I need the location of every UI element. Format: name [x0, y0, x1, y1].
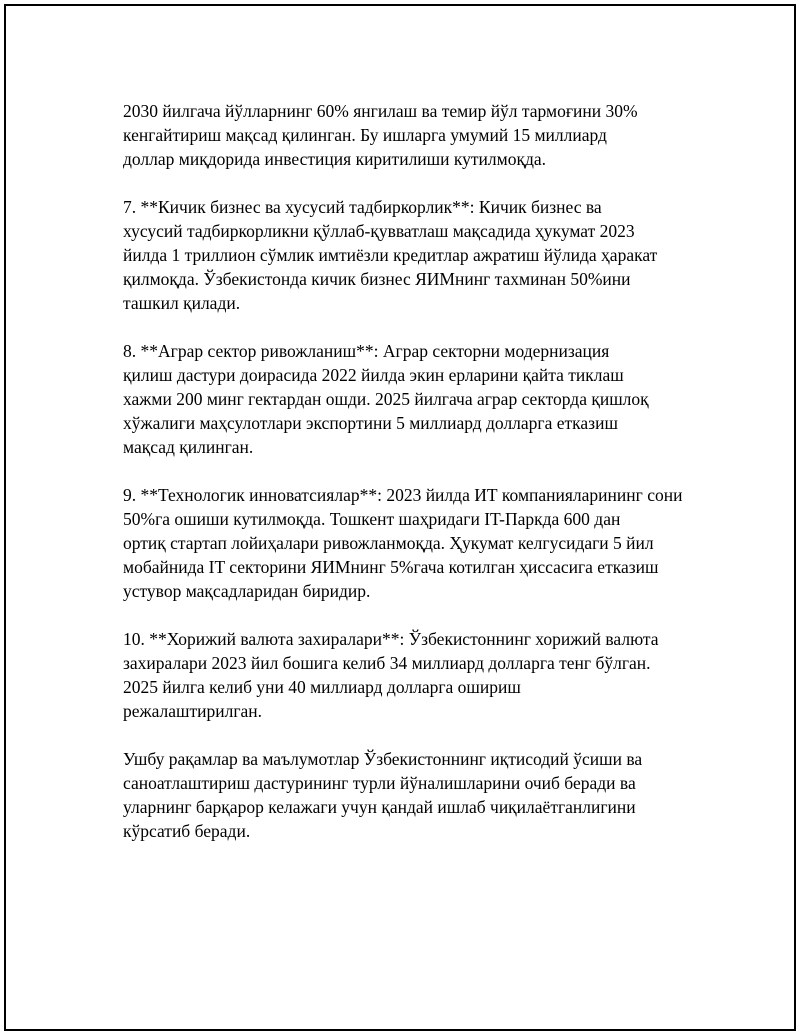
paragraph-conclusion: Ушбу рақамлар ва маълумотлар Ўзбекистоннинг иқтисодий ўсиши ва саноатлаштириш дастурининг турли йўналишларини очиб беради ва уларнинг барқарор келажаги учун қандай ишлаб чиқилаётганлигини кўрсатиб беради. — [123, 749, 643, 841]
document-body — [123, 99, 695, 867]
paragraph-technological-innovations: 9. **Технологик инноватсиялар**: 2023 йилда ИТ компанияларининг сони 50%га ошиши кутилмоқда. Тошкент шаҳридаги IT-Паркда 600 дан ортиқ стартап лойиҳалари ривожланмоқда. Ҳукумат келгусидаги 5 йил мобайнида IT секторини ЯИМнинг 5%гача котилган ҳиссасига етказиш устувор мақсадларидан биридир. — [123, 485, 683, 601]
paragraph-infrastructure-continuation: 2030 йилгача йўлларнинг 60% янгилаш ва темир йўл тармоғини 30% кенгайтириш мақсад қилинган. Бу ишларга умумий 15 миллиард доллар миқдорида инвестиция киритилиши кутилмоқда. — [123, 101, 638, 169]
paragraph-foreign-currency-reserves: 10. **Хорижий валюта захиралари**: Ўзбекистоннинг хорижий валюта захиралари 2023 йил бошига келиб 34 миллиард долларга тенг бўлган. 2025 йилга келиб уни 40 миллиард долларга ошириш режалаштирилган. — [123, 629, 659, 721]
paragraph-small-business: 7. **Кичик бизнес ва хусусий тадбиркорлик**: Кичик бизнес ва хусусий тадбиркорликни қўллаб-қувватлаш мақсадида ҳукумат 2023 йилда 1 триллион сўмлик имтиёзли кредитлар ажратиш йўлида ҳаракат қилмоқда. Ўзбекистонда кичик бизнес ЯИМнинг тахминан 50%ини ташкил қилади. — [123, 197, 658, 313]
paragraph-agrarian-sector: 8. **Аграр сектор ривожланиш**: Аграр секторни модернизация қилиш дастури доирасида 2022 йилда экин ерларини қайта тиклаш хажми 200 минг гектардан ошди. 2025 йилгача аграр секторда қишлоқ хўжалиги маҳсулотлари экспортини 5 миллиард долларга етказиш мақсад қилинган. — [123, 341, 649, 457]
document-page — [4, 4, 796, 1031]
